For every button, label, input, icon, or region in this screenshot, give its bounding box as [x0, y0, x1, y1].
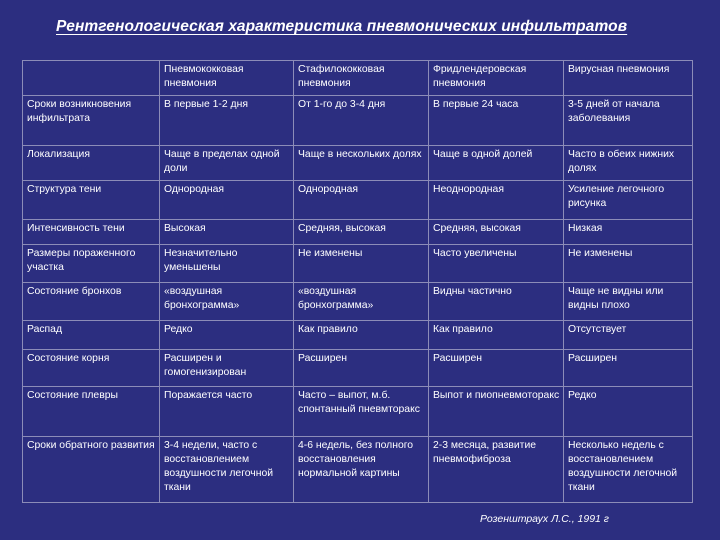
table-cell: 3-5 дней от начала заболевания: [564, 96, 693, 146]
header-cell-empty: [23, 61, 160, 96]
table-row: [23, 181, 693, 220]
table-cell: Чаще в пределах одной доли: [160, 146, 294, 181]
table-cell: Усиление легочного рисунка: [564, 181, 693, 220]
table-cell: Часто увеличены: [429, 245, 564, 283]
row-label: Сроки возникновения инфильтрата: [23, 96, 160, 146]
table-cell: Чаще в одной долей: [429, 146, 564, 181]
row-label: Размеры пораженного участка: [23, 245, 160, 283]
table-cell: Неоднородная: [429, 181, 564, 220]
header-cell-friedlander: Фридлендеровская пневмония: [429, 61, 564, 96]
table-cell: Средняя, высокая: [429, 220, 564, 245]
header-cell-pneumococcal: Пневмококковая пневмония: [160, 61, 294, 96]
source-credit: Розенштраух Л.С., 1991 г: [480, 513, 609, 525]
table-row: [23, 96, 693, 146]
table-row: [23, 350, 693, 387]
table-cell: «воздушная бронхограмма»: [160, 283, 294, 321]
row-label: Интенсивность тени: [23, 220, 160, 245]
table-header-row: [23, 61, 693, 96]
table-row: [23, 387, 693, 437]
table-cell: Часто – выпот, м.б. спонтанный пневмторакс: [294, 387, 429, 437]
table-cell: 4-6 недель, без полного восстановления нормальной картины: [294, 437, 429, 503]
table-cell: Как правило: [429, 321, 564, 350]
table-cell: Редко: [160, 321, 294, 350]
header-cell-viral: Вирусная пневмония: [564, 61, 693, 96]
table-cell: Однородная: [294, 181, 429, 220]
table-row: [23, 245, 693, 283]
row-label: Распад: [23, 321, 160, 350]
table-cell: Как правило: [294, 321, 429, 350]
row-label: Состояние корня: [23, 350, 160, 387]
row-label: Сроки обратного развития: [23, 437, 160, 503]
table-cell: Видны частично: [429, 283, 564, 321]
table-cell: Чаще в нескольких долях: [294, 146, 429, 181]
table-cell: Высокая: [160, 220, 294, 245]
table-cell: Низкая: [564, 220, 693, 245]
table-cell: Не изменены: [294, 245, 429, 283]
comparison-table: [22, 60, 693, 503]
row-label: Состояние плевры: [23, 387, 160, 437]
header-cell-staphylococcal: Стафилококковая пневмония: [294, 61, 429, 96]
table-row: [23, 437, 693, 503]
table-row: [23, 146, 693, 181]
table-cell: Средняя, высокая: [294, 220, 429, 245]
table-cell: 2-3 месяца, развитие пневмофиброза: [429, 437, 564, 503]
row-label: Локализация: [23, 146, 160, 181]
table-cell: Расширен и гомогенизирован: [160, 350, 294, 387]
row-label: Состояние бронхов: [23, 283, 160, 321]
table-cell: В первые 24 часа: [429, 96, 564, 146]
table-row: [23, 283, 693, 321]
table-cell: Отсутствует: [564, 321, 693, 350]
table-cell: Чаще не видны или видны плохо: [564, 283, 693, 321]
table-cell: Незначительно уменьшены: [160, 245, 294, 283]
table-cell: Расширен: [564, 350, 693, 387]
table-cell: «воздушная бронхограмма»: [294, 283, 429, 321]
table-cell: Несколько недель с восстановлением воздушности легочной ткани: [564, 437, 693, 503]
table-cell: 3-4 недели, часто с восстановлением воздушности легочной ткани: [160, 437, 294, 503]
table-cell: Однородная: [160, 181, 294, 220]
table-cell: Расширен: [294, 350, 429, 387]
table-cell: Редко: [564, 387, 693, 437]
table-cell: От 1-го до 3-4 дня: [294, 96, 429, 146]
table-row: [23, 321, 693, 350]
table-cell: Поражается часто: [160, 387, 294, 437]
table-cell: Не изменены: [564, 245, 693, 283]
table-cell: Выпот и пиопневмоторакс: [429, 387, 564, 437]
table-cell: Часто в обеих нижних долях: [564, 146, 693, 181]
table-row: [23, 220, 693, 245]
table-cell: В первые 1-2 дня: [160, 96, 294, 146]
slide-title: Рентгенологическая характеристика пневмонических инфильтратов: [56, 18, 628, 35]
row-label: Структура тени: [23, 181, 160, 220]
table-cell: Расширен: [429, 350, 564, 387]
